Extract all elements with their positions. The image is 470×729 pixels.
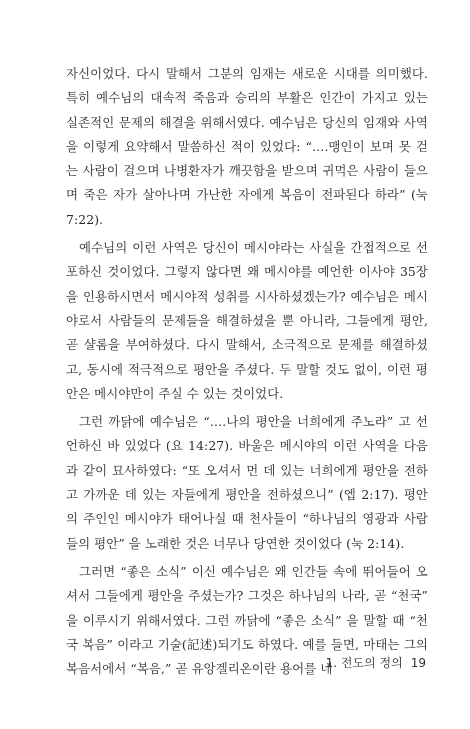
paragraph-1: 자신이었다. 다시 말해서 그분의 임재는 새로운 시대를 의미했다. 특히 예수님의 대속적 죽음과 승리의 부활은 인간이 가지고 있는 실존적인 문제의 해결을 위해서였다. 예수님은 당신의 임재와 사역을 이렇게 요약해서 말씀하신 적이 있었다: “….맹인이 보며 못 걷는 사람이 걸으며 나병환자가 깨끗함을 받으며 귀먹은 사람이 들으며 죽은 자가 살아나며 가난한 자에게 복음이 전파된다 하라” (눅 7:22). [66,66,428,227]
page-footer [326,654,426,671]
page-number: 19 [410,656,426,670]
paragraph-2: 예수님의 이런 사역은 당신이 메시야라는 사실을 간접적으로 선포하신 것이었다. 그렇지 않다면 왜 메시야를 예언한 이사야 35장을 인용하시면서 메시야적 성취를 시사하셨겠는가? 예수님은 메시야로서 사람들의 문제들을 해결하셨을 뿐 아니라, 그들에게 평안, 곧 샬롬을 부여하셨다. 다시 말해서, 소극적으로 문제를 해결하셨고, 동시에 적극적으로 평안을 주셨다. 두 말할 것도 없이, 이런 평안은 메시야만이 주실 수 있는 것이었다. [66,240,428,401]
running-footer-section: 1. 전도의 정의 [325,656,403,670]
paragraph-3: 그런 까닭에 예수님은 “….나의 평안을 너희에게 주노라” 고 선언하신 바 있었다 (요 14:27). 바울은 메시야의 이런 사역을 다음과 같이 묘사하였다: “또 오셔서 먼 데 있는 너희에게 평안을 전하고 가까운 데 있는 자들에게 평안을 전하셨으니” (엡 2:17). 평안의 주인인 메시야가 태어나실 때 천사들이 “하나님의 영광과 사람들의 평안” 을 노래한 것은 너무나 당연한 것이었다 (눅 2:14). [66,414,428,551]
body-text [66,62,428,685]
paragraph-4: 그러면 “좋은 소식” 이신 예수님은 왜 인간들 속에 뛰어들어 오셔서 그들에게 평안을 주셨는가? 그것은 하나님의 나라, 곧 “천국” 을 이루시기 위해서였다. 그런 까닭에 “좋은 소식” 을 말할 때 “천국 복음” 이라고 기술(記述)되기도 하였다. 예를 들면, 마태는 그의 복음서에서 “복음,” 곧 유앙겔리온이란 용어를 네 [66,563,428,677]
